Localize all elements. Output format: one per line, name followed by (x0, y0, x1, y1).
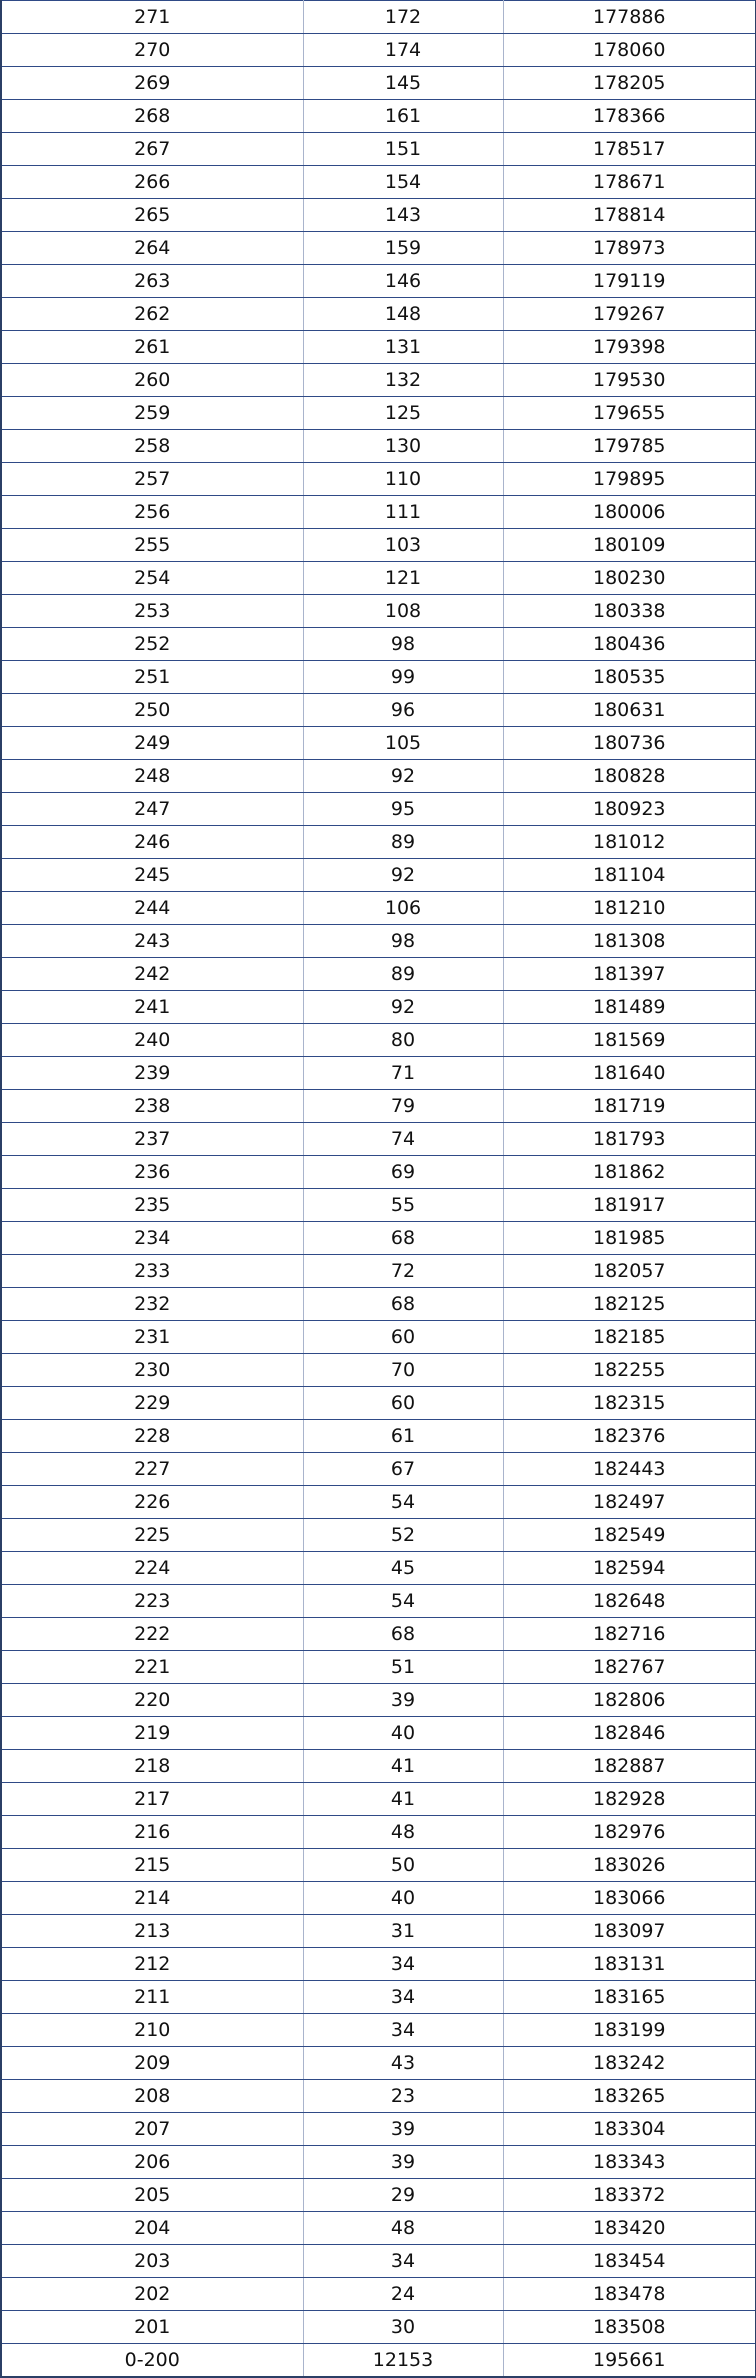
table-row (1, 2311, 756, 2344)
count-cell: 92 (303, 859, 503, 892)
table-row (1, 1090, 756, 1123)
count-cell: 71 (303, 1057, 503, 1090)
table-row (1, 364, 756, 397)
table-row (1, 298, 756, 331)
score-cell: 243 (1, 925, 303, 958)
score-cell: 242 (1, 958, 303, 991)
table-row (1, 1420, 756, 1453)
count-cell: 92 (303, 991, 503, 1024)
cumulative-cell: 183343 (503, 2146, 756, 2179)
cumulative-cell: 179530 (503, 364, 756, 397)
table-row (1, 1057, 756, 1090)
cumulative-cell: 181308 (503, 925, 756, 958)
score-cell: 237 (1, 1123, 303, 1156)
count-cell: 151 (303, 133, 503, 166)
cumulative-cell: 183304 (503, 2113, 756, 2146)
table-row (1, 331, 756, 364)
score-cell: 213 (1, 1915, 303, 1948)
count-cell: 39 (303, 2113, 503, 2146)
table-row (1, 1552, 756, 1585)
table-row (1, 1948, 756, 1981)
cumulative-cell: 181862 (503, 1156, 756, 1189)
count-cell: 89 (303, 826, 503, 859)
score-cell: 232 (1, 1288, 303, 1321)
table-row (1, 2212, 756, 2245)
count-cell: 125 (303, 397, 503, 430)
score-cell: 267 (1, 133, 303, 166)
score-cell: 223 (1, 1585, 303, 1618)
cumulative-cell: 178366 (503, 100, 756, 133)
score-cell: 252 (1, 628, 303, 661)
score-cell: 271 (1, 1, 303, 34)
score-cell: 258 (1, 430, 303, 463)
cumulative-cell: 183066 (503, 1882, 756, 1915)
score-cell: 212 (1, 1948, 303, 1981)
score-cell: 239 (1, 1057, 303, 1090)
score-cell: 254 (1, 562, 303, 595)
cumulative-cell: 180631 (503, 694, 756, 727)
score-cell: 228 (1, 1420, 303, 1453)
count-cell: 34 (303, 2014, 503, 2047)
cumulative-cell: 181012 (503, 826, 756, 859)
table-row (1, 2113, 756, 2146)
count-cell: 30 (303, 2311, 503, 2344)
count-cell: 96 (303, 694, 503, 727)
cumulative-cell: 182806 (503, 1684, 756, 1717)
count-cell: 43 (303, 2047, 503, 2080)
count-cell: 145 (303, 67, 503, 100)
score-cell: 211 (1, 1981, 303, 2014)
cumulative-cell: 180338 (503, 595, 756, 628)
score-cell: 0-200 (1, 2344, 303, 2378)
table-row (1, 133, 756, 166)
cumulative-cell: 182125 (503, 1288, 756, 1321)
score-cell: 230 (1, 1354, 303, 1387)
table-row (1, 2179, 756, 2212)
score-cell: 246 (1, 826, 303, 859)
score-cell: 231 (1, 1321, 303, 1354)
table-row (1, 727, 756, 760)
score-cell: 266 (1, 166, 303, 199)
score-cell: 215 (1, 1849, 303, 1882)
count-cell: 24 (303, 2278, 503, 2311)
score-cell: 214 (1, 1882, 303, 1915)
score-cell: 263 (1, 265, 303, 298)
count-cell: 106 (303, 892, 503, 925)
table-row (1, 1816, 756, 1849)
table-row (1, 1, 756, 34)
count-cell: 95 (303, 793, 503, 826)
table-row (1, 529, 756, 562)
table-row (1, 892, 756, 925)
count-cell: 79 (303, 1090, 503, 1123)
score-cell: 202 (1, 2278, 303, 2311)
count-cell: 92 (303, 760, 503, 793)
score-cell: 257 (1, 463, 303, 496)
score-cell: 259 (1, 397, 303, 430)
count-cell: 48 (303, 2212, 503, 2245)
count-cell: 60 (303, 1321, 503, 1354)
count-cell: 161 (303, 100, 503, 133)
cumulative-cell: 178205 (503, 67, 756, 100)
count-cell: 111 (303, 496, 503, 529)
cumulative-cell: 178973 (503, 232, 756, 265)
table-row (1, 859, 756, 892)
cumulative-cell: 182315 (503, 1387, 756, 1420)
cumulative-cell: 182976 (503, 1816, 756, 1849)
count-cell: 31 (303, 1915, 503, 1948)
table-row (1, 1750, 756, 1783)
table-row (1, 1156, 756, 1189)
table-row (1, 2146, 756, 2179)
count-cell: 12153 (303, 2344, 503, 2378)
table-row (1, 793, 756, 826)
cumulative-cell: 181985 (503, 1222, 756, 1255)
count-cell: 41 (303, 1783, 503, 1816)
count-cell: 41 (303, 1750, 503, 1783)
score-cell: 222 (1, 1618, 303, 1651)
cumulative-cell: 183242 (503, 2047, 756, 2080)
table-row (1, 661, 756, 694)
table-row (1, 232, 756, 265)
cumulative-cell: 178814 (503, 199, 756, 232)
table-row (1, 2278, 756, 2311)
cumulative-cell: 182648 (503, 1585, 756, 1618)
count-cell: 55 (303, 1189, 503, 1222)
table-row (1, 1651, 756, 1684)
cumulative-cell: 178671 (503, 166, 756, 199)
cumulative-cell: 180006 (503, 496, 756, 529)
count-cell: 61 (303, 1420, 503, 1453)
cumulative-cell: 183097 (503, 1915, 756, 1948)
score-cell: 201 (1, 2311, 303, 2344)
count-cell: 121 (303, 562, 503, 595)
table-row (1, 2014, 756, 2047)
table-row (1, 34, 756, 67)
cumulative-cell: 183478 (503, 2278, 756, 2311)
cumulative-cell: 182057 (503, 1255, 756, 1288)
count-cell: 51 (303, 1651, 503, 1684)
count-cell: 23 (303, 2080, 503, 2113)
count-cell: 146 (303, 265, 503, 298)
cumulative-cell: 183131 (503, 1948, 756, 1981)
count-cell: 74 (303, 1123, 503, 1156)
score-cell: 238 (1, 1090, 303, 1123)
count-cell: 50 (303, 1849, 503, 1882)
score-cell: 262 (1, 298, 303, 331)
cumulative-cell: 183199 (503, 2014, 756, 2047)
count-cell: 45 (303, 1552, 503, 1585)
count-cell: 148 (303, 298, 503, 331)
cumulative-cell: 181719 (503, 1090, 756, 1123)
table-row (1, 1453, 756, 1486)
score-cell: 208 (1, 2080, 303, 2113)
table-row (1, 397, 756, 430)
score-cell: 227 (1, 1453, 303, 1486)
cumulative-cell: 181489 (503, 991, 756, 1024)
table-row (1, 2344, 756, 2378)
table-row (1, 1255, 756, 1288)
cumulative-cell: 178517 (503, 133, 756, 166)
table-row (1, 100, 756, 133)
count-cell: 29 (303, 2179, 503, 2212)
count-cell: 68 (303, 1288, 503, 1321)
table-row (1, 1519, 756, 1552)
count-cell: 34 (303, 1948, 503, 1981)
count-cell: 52 (303, 1519, 503, 1552)
score-cell: 226 (1, 1486, 303, 1519)
score-cell: 250 (1, 694, 303, 727)
score-cell: 260 (1, 364, 303, 397)
table-row (1, 991, 756, 1024)
table-row (1, 166, 756, 199)
score-cell: 218 (1, 1750, 303, 1783)
count-cell: 68 (303, 1618, 503, 1651)
table-row (1, 1585, 756, 1618)
score-cell: 245 (1, 859, 303, 892)
score-cell: 220 (1, 1684, 303, 1717)
table-row (1, 1849, 756, 1882)
cumulative-cell: 181104 (503, 859, 756, 892)
table-row (1, 1915, 756, 1948)
table-row (1, 1222, 756, 1255)
table-row (1, 199, 756, 232)
cumulative-cell: 181793 (503, 1123, 756, 1156)
count-cell: 40 (303, 1717, 503, 1750)
score-cell: 203 (1, 2245, 303, 2278)
cumulative-cell: 179785 (503, 430, 756, 463)
cumulative-cell: 180436 (503, 628, 756, 661)
table-row (1, 1684, 756, 1717)
count-cell: 103 (303, 529, 503, 562)
table-row (1, 1123, 756, 1156)
count-cell: 98 (303, 628, 503, 661)
cumulative-cell: 182594 (503, 1552, 756, 1585)
count-cell: 48 (303, 1816, 503, 1849)
count-cell: 143 (303, 199, 503, 232)
score-cell: 204 (1, 2212, 303, 2245)
table-row (1, 2245, 756, 2278)
cumulative-cell: 182928 (503, 1783, 756, 1816)
score-cell: 247 (1, 793, 303, 826)
cumulative-cell: 182716 (503, 1618, 756, 1651)
table-row (1, 265, 756, 298)
cumulative-cell: 195661 (503, 2344, 756, 2378)
count-cell: 34 (303, 1981, 503, 2014)
score-cell: 234 (1, 1222, 303, 1255)
count-cell: 110 (303, 463, 503, 496)
table-row (1, 1387, 756, 1420)
table-row (1, 1354, 756, 1387)
cumulative-cell: 183508 (503, 2311, 756, 2344)
score-cell: 235 (1, 1189, 303, 1222)
cumulative-cell: 183372 (503, 2179, 756, 2212)
table-row (1, 1717, 756, 1750)
cumulative-cell: 182767 (503, 1651, 756, 1684)
score-cell: 248 (1, 760, 303, 793)
table-row (1, 496, 756, 529)
count-cell: 172 (303, 1, 503, 34)
count-cell: 54 (303, 1486, 503, 1519)
cumulative-cell: 182376 (503, 1420, 756, 1453)
count-cell: 132 (303, 364, 503, 397)
table-row (1, 1618, 756, 1651)
score-cell: 240 (1, 1024, 303, 1057)
count-cell: 54 (303, 1585, 503, 1618)
table-row (1, 1783, 756, 1816)
score-cell: 244 (1, 892, 303, 925)
score-cell: 249 (1, 727, 303, 760)
score-cell: 241 (1, 991, 303, 1024)
score-cell: 268 (1, 100, 303, 133)
cumulative-cell: 182443 (503, 1453, 756, 1486)
count-cell: 130 (303, 430, 503, 463)
cumulative-cell: 181640 (503, 1057, 756, 1090)
table-row (1, 595, 756, 628)
cumulative-cell: 180923 (503, 793, 756, 826)
table-row (1, 958, 756, 991)
table-body (1, 1, 756, 2378)
table-row (1, 628, 756, 661)
table-row (1, 1981, 756, 2014)
score-cell: 233 (1, 1255, 303, 1288)
table-row (1, 67, 756, 100)
cumulative-cell: 183265 (503, 2080, 756, 2113)
score-cell: 229 (1, 1387, 303, 1420)
count-cell: 80 (303, 1024, 503, 1057)
score-cell: 210 (1, 2014, 303, 2047)
table-row (1, 463, 756, 496)
count-cell: 67 (303, 1453, 503, 1486)
score-cell: 207 (1, 2113, 303, 2146)
cumulative-cell: 180535 (503, 661, 756, 694)
score-cell: 265 (1, 199, 303, 232)
score-cell: 219 (1, 1717, 303, 1750)
score-cell: 236 (1, 1156, 303, 1189)
count-cell: 60 (303, 1387, 503, 1420)
cumulative-cell: 182185 (503, 1321, 756, 1354)
count-cell: 108 (303, 595, 503, 628)
count-cell: 99 (303, 661, 503, 694)
table-row (1, 2080, 756, 2113)
count-cell: 69 (303, 1156, 503, 1189)
score-cell: 206 (1, 2146, 303, 2179)
cumulative-cell: 182255 (503, 1354, 756, 1387)
table-row (1, 760, 756, 793)
cumulative-cell: 183454 (503, 2245, 756, 2278)
score-cell: 261 (1, 331, 303, 364)
count-cell: 105 (303, 727, 503, 760)
table-row (1, 1288, 756, 1321)
table-row (1, 562, 756, 595)
table-row (1, 1882, 756, 1915)
count-cell: 154 (303, 166, 503, 199)
table-row (1, 826, 756, 859)
table-row (1, 430, 756, 463)
table-row (1, 694, 756, 727)
score-cell: 216 (1, 1816, 303, 1849)
count-cell: 34 (303, 2245, 503, 2278)
count-cell: 72 (303, 1255, 503, 1288)
count-cell: 39 (303, 2146, 503, 2179)
cumulative-cell: 182549 (503, 1519, 756, 1552)
cumulative-cell: 181210 (503, 892, 756, 925)
cumulative-cell: 180230 (503, 562, 756, 595)
score-cell: 224 (1, 1552, 303, 1585)
cumulative-cell: 180736 (503, 727, 756, 760)
score-cell: 264 (1, 232, 303, 265)
cumulative-cell: 183165 (503, 1981, 756, 2014)
cumulative-cell: 180109 (503, 529, 756, 562)
cumulative-cell: 178060 (503, 34, 756, 67)
score-cell: 225 (1, 1519, 303, 1552)
score-cell: 269 (1, 67, 303, 100)
cumulative-cell: 182887 (503, 1750, 756, 1783)
score-cell: 205 (1, 2179, 303, 2212)
cumulative-cell: 177886 (503, 1, 756, 34)
score-cell: 251 (1, 661, 303, 694)
cumulative-cell: 179267 (503, 298, 756, 331)
cumulative-cell: 179655 (503, 397, 756, 430)
count-cell: 89 (303, 958, 503, 991)
cumulative-cell: 182846 (503, 1717, 756, 1750)
cumulative-cell: 179119 (503, 265, 756, 298)
cumulative-cell: 181397 (503, 958, 756, 991)
count-cell: 70 (303, 1354, 503, 1387)
score-cell: 209 (1, 2047, 303, 2080)
count-cell: 159 (303, 232, 503, 265)
cumulative-cell: 179398 (503, 331, 756, 364)
table-row (1, 2047, 756, 2080)
score-cell: 255 (1, 529, 303, 562)
cumulative-cell: 180828 (503, 760, 756, 793)
table-row (1, 1486, 756, 1519)
score-cell: 253 (1, 595, 303, 628)
score-cell: 256 (1, 496, 303, 529)
cumulative-cell: 182497 (503, 1486, 756, 1519)
table-row (1, 925, 756, 958)
count-cell: 98 (303, 925, 503, 958)
cumulative-cell: 183420 (503, 2212, 756, 2245)
count-cell: 40 (303, 1882, 503, 1915)
table-row (1, 1321, 756, 1354)
count-cell: 68 (303, 1222, 503, 1255)
count-cell: 39 (303, 1684, 503, 1717)
count-cell: 131 (303, 331, 503, 364)
count-cell: 174 (303, 34, 503, 67)
cumulative-cell: 181917 (503, 1189, 756, 1222)
cumulative-cell: 179895 (503, 463, 756, 496)
table-row (1, 1024, 756, 1057)
score-cell: 217 (1, 1783, 303, 1816)
cumulative-cell: 183026 (503, 1849, 756, 1882)
table-row (1, 1189, 756, 1222)
score-cell: 221 (1, 1651, 303, 1684)
score-cell: 270 (1, 34, 303, 67)
cumulative-cell: 181569 (503, 1024, 756, 1057)
